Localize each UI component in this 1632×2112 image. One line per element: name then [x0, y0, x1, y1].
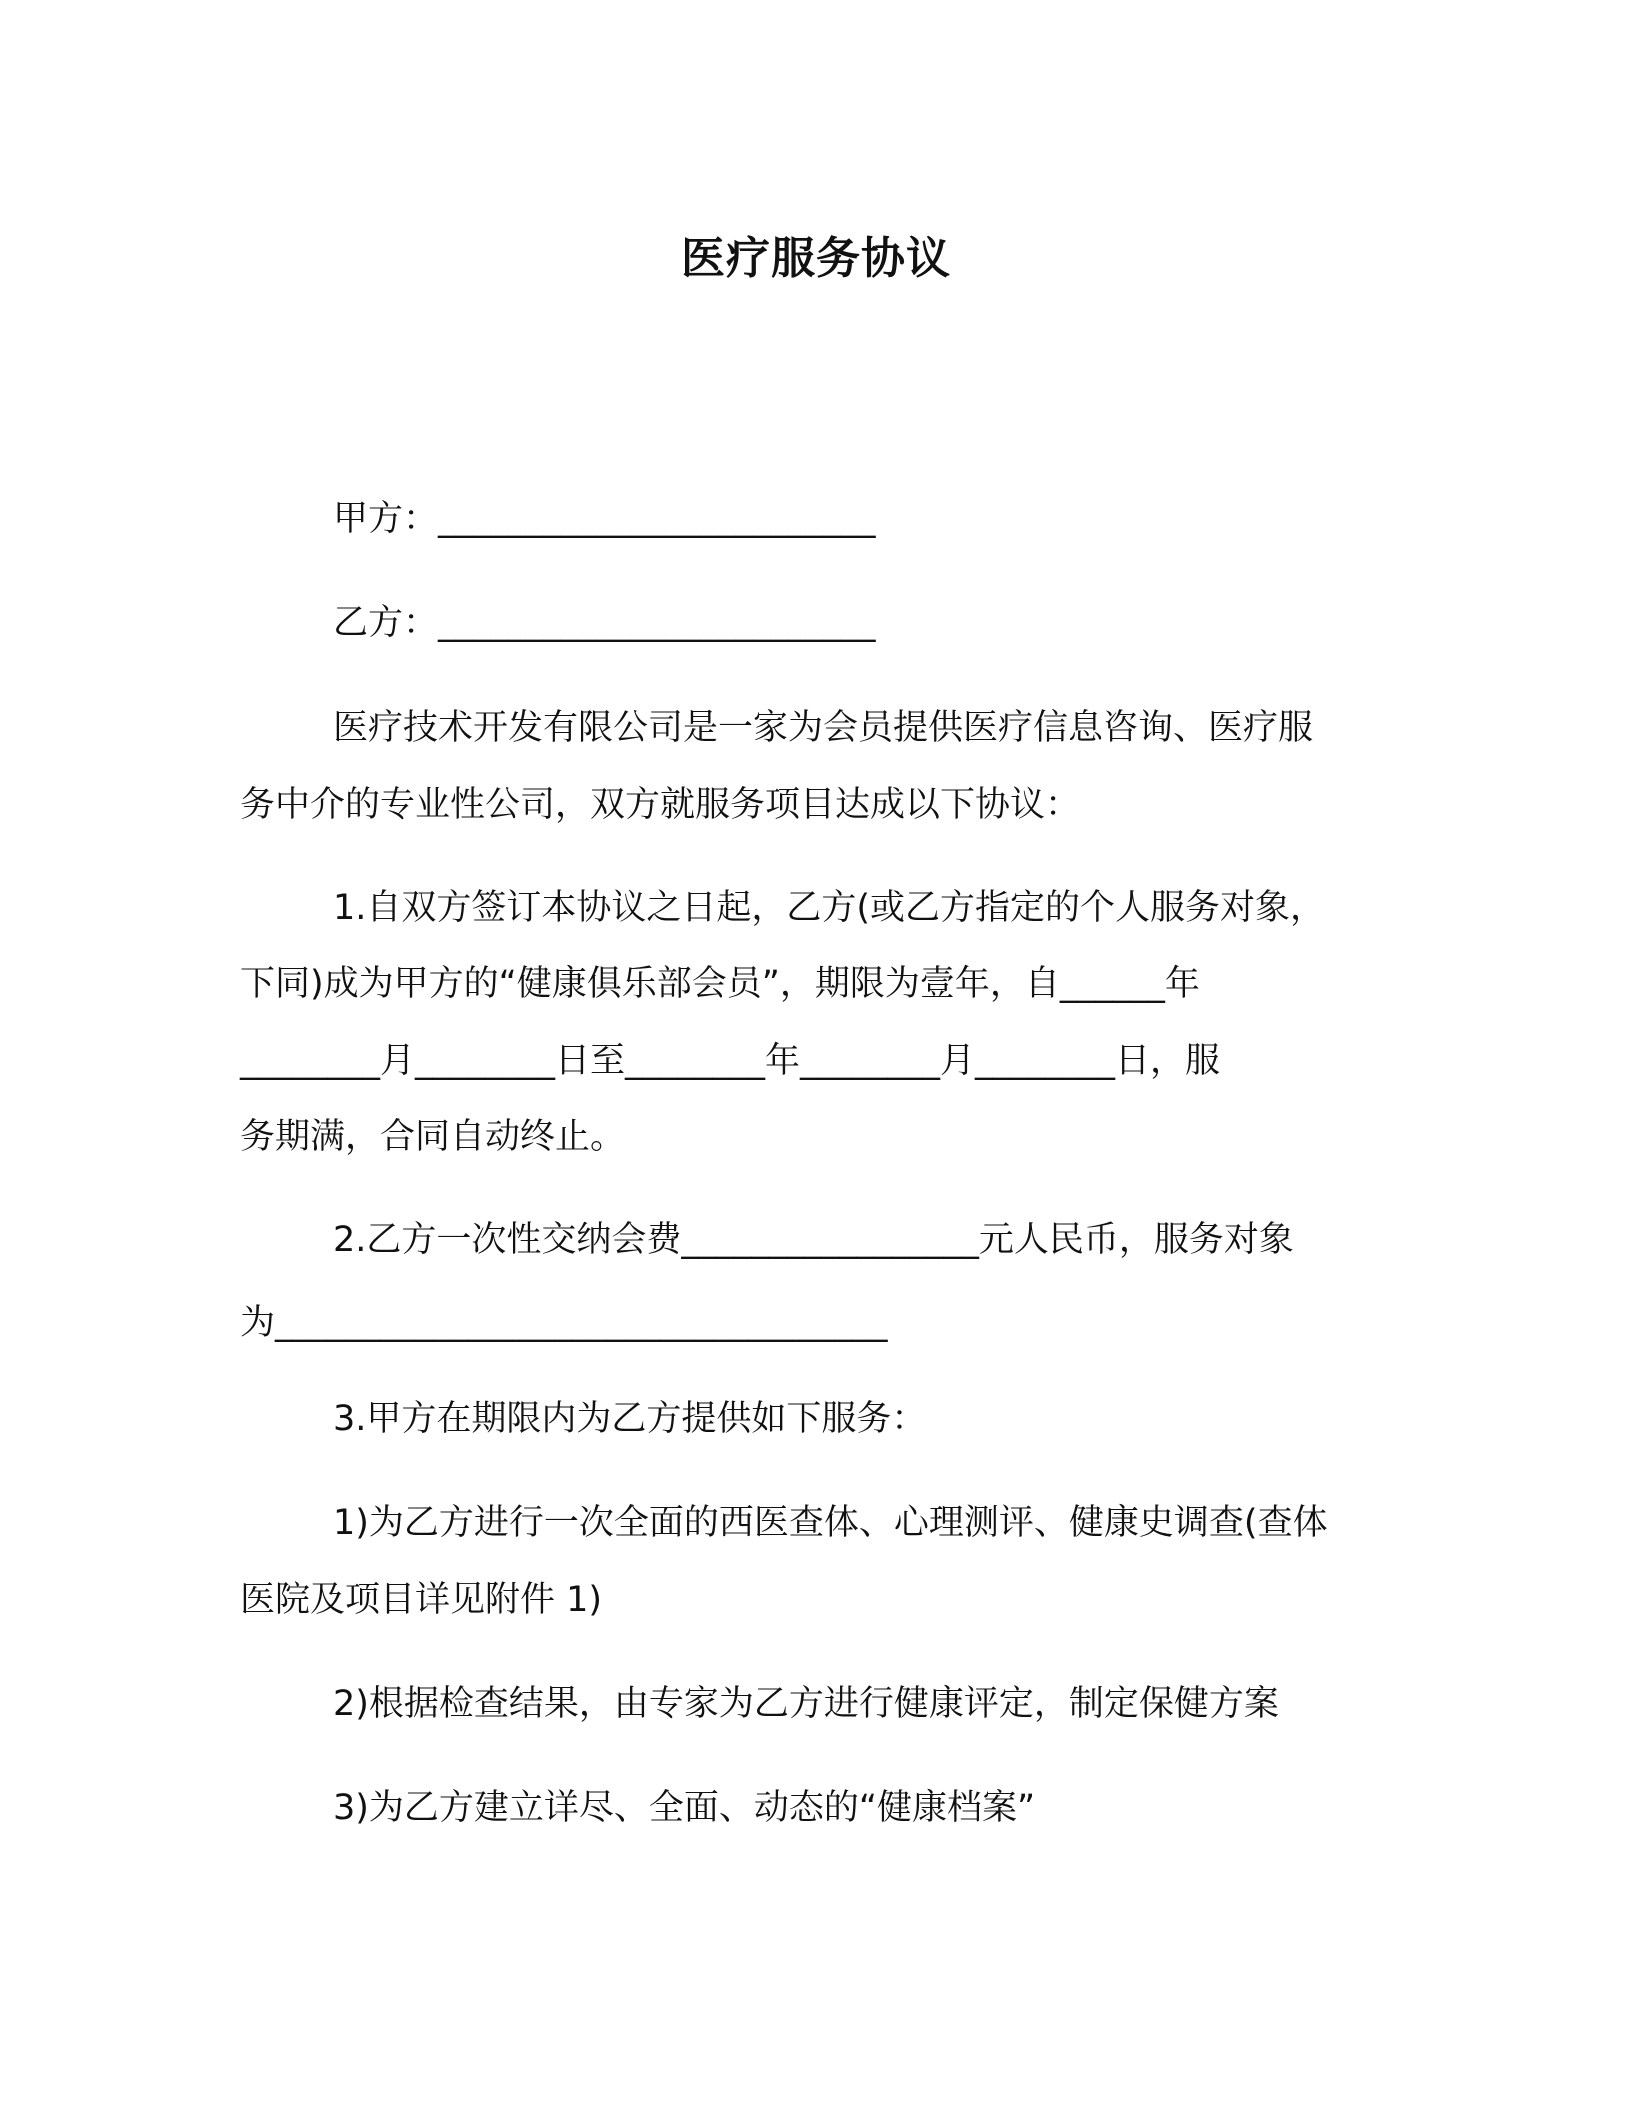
- document-title: 医疗服务协议: [681, 233, 951, 284]
- party-a-line: 甲方：_________________________: [333, 499, 876, 539]
- clause-1-line-2: 下同)成为甲方的“健康俱乐部会员”，期限为壹年，自______年: [240, 964, 1200, 1004]
- clause-1-line-1: 1.自双方签订本协议之日起，乙方(或乙方指定的个人服务对象，: [333, 888, 1326, 928]
- clause-1-line-3: ________月________日至________年________月________日，服: [240, 1041, 1221, 1081]
- service-3-line: 3)为乙方建立详尽、全面、动态的“健康档案”: [333, 1788, 1036, 1828]
- clause-2-line-2: 为___________________________________: [240, 1303, 888, 1343]
- intro-line-2: 务中介的专业性公司，双方就服务项目达成以下协议：: [240, 785, 1081, 825]
- clause-2-line-1: 2.乙方一次性交纳会费_________________元人民币，服务对象: [333, 1220, 1294, 1260]
- clause-1-line-4: 务期满，合同自动终止。: [240, 1117, 626, 1157]
- clause-3-heading: 3.甲方在期限内为乙方提供如下服务：: [333, 1399, 927, 1439]
- service-1-line-1: 1)为乙方进行一次全面的西医查体、心理测评、健康史调查(查体: [333, 1503, 1328, 1543]
- service-1-line-2: 医院及项目详见附件 1): [240, 1580, 603, 1620]
- party-b-line: 乙方：_________________________: [333, 603, 876, 643]
- service-2-line: 2)根据检查结果，由专家为乙方进行健康评定，制定保健方案: [333, 1684, 1279, 1724]
- intro-line-1: 医疗技术开发有限公司是一家为会员提供医疗信息咨询、医疗服: [333, 708, 1314, 748]
